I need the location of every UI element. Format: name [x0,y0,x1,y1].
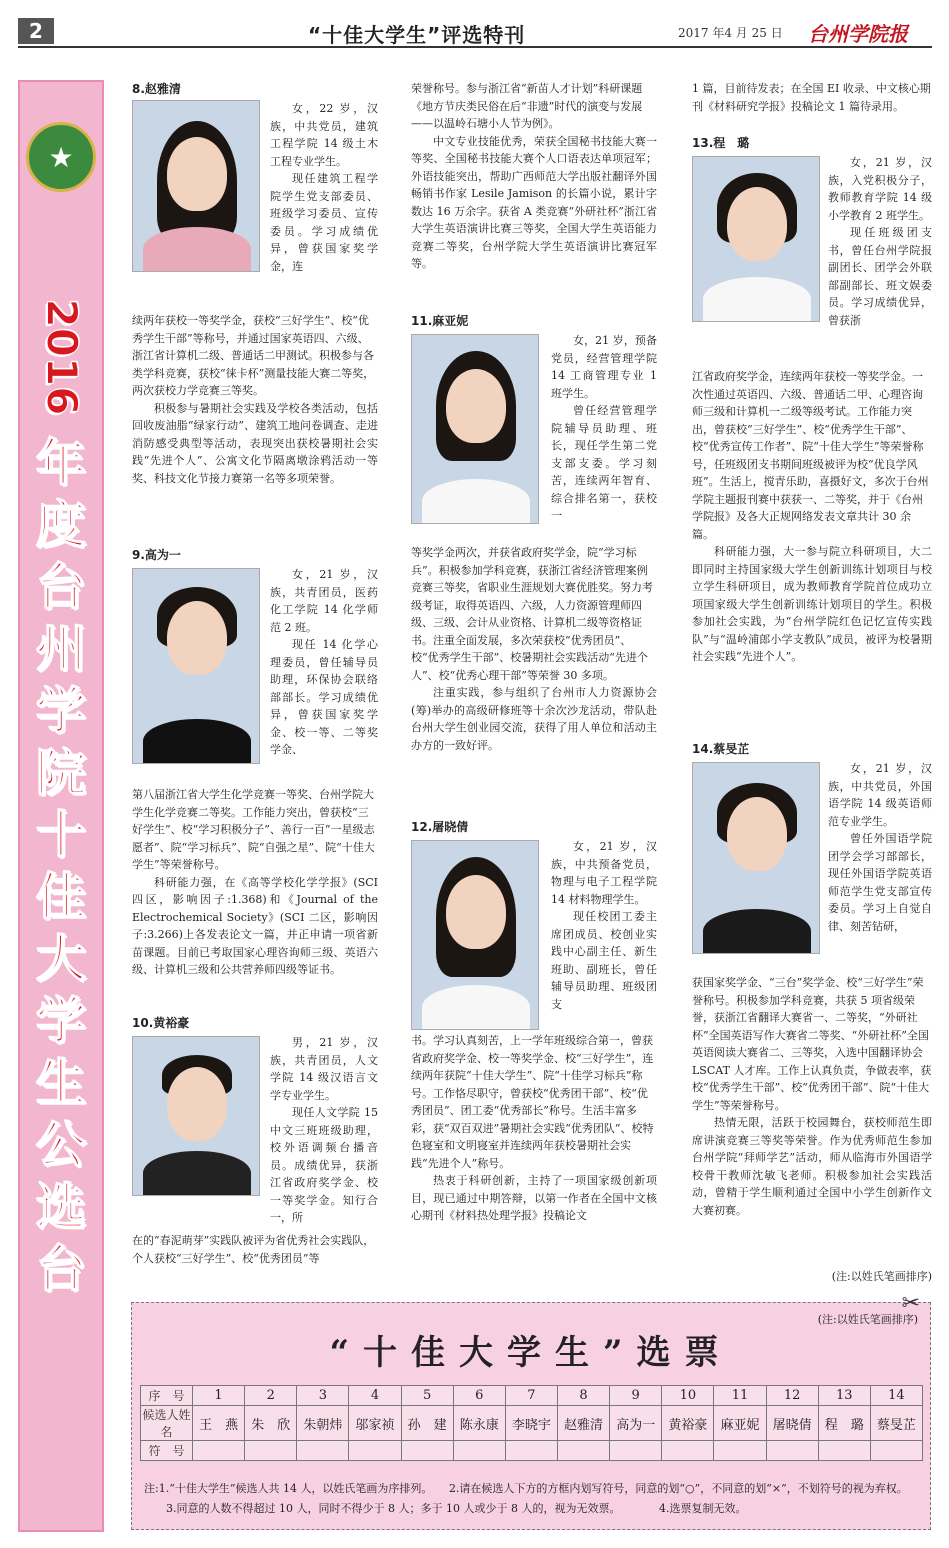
candidate-body: 第八届浙江省大学生化学竞赛一等奖、台州学院大学生化学竞赛二等奖。工作能力突出，曾获校“三好学生”、校“学习积极分子”、善行一百“一星级志愿者”、院“学习标兵”、院“自强之星”、院“十佳大学生”等荣誉称号。 科研能力强，在《高等学校化学学报》(SCI 四区，影响因子:1.368)和《Journal of the Electrochemical Society》(SCI 二区，影响因子:3.266)上各发表论文一篇，并正申请一项省新苗课题。目前已考取国家心理咨询师三级、英语六级、计算机三级和公共营养师四级等证书。 [132,788,378,976]
candidate-entry-14 [692,740,932,1217]
ballot-note-1: 注:1.“十佳大学生”候选人共 14 人，以姓氏笔画为序排列。 [144,1482,427,1495]
vertical-title-banner [18,80,104,1532]
vote-box[interactable] [401,1441,453,1461]
ballot-cell: 赵雅清 [557,1406,609,1441]
ballot-cell: 李晓宇 [505,1406,557,1441]
candidate-body: 书。学习认真刻苦，上一学年班级综合第一，曾获省政府奖学金、校一等奖学金、校“三好学生”，连续两年获院“十佳大学生”、院“十佳学习标兵”称号。工作恪尽职守，曾获校“优秀团干部”、校“优秀团员”、团工委“优秀部长”称号。生活丰富多彩，获“双百双进”暑期社会实践“优秀团队”、校特色寝室和文明寝室并连续两年获校暑期社会实践“先进个人”称号。 热衷于科研创新，主持了一项国家级创新项目，现已通过中期答辩，以第一作者在全国中文核心期刊《材料热处理学报》投稿论文 [411,1034,657,1222]
ballot-form [131,1291,931,1530]
title-char: 佳 [36,868,86,926]
title-char: 学 [36,992,86,1050]
candidate-name: 8.赵雅清 [132,82,181,96]
candidate-entry-12 [411,818,657,1222]
ballot-title: “十佳大学生”选票 [329,1333,733,1373]
title-char: 十 [36,806,86,864]
ballot-cell: 3 [297,1386,349,1406]
vote-box[interactable] [870,1441,922,1461]
ballot-notes [144,1479,924,1519]
candidate-name: 13.程 璐 [692,136,750,150]
candidate-photo [132,568,260,764]
ballot-cell: 蔡旻芷 [870,1406,922,1441]
ballot-cell: 10 [662,1386,714,1406]
vote-box[interactable] [818,1441,870,1461]
candidate-photo [132,1036,260,1196]
candidate-intro: 女，22 岁，汉族，中共党员，建筑工程学院 14 级土木工程专业学生。 现任建筑工程学院学生党支部委员、班级学习委员、宣传委员。学习成绩优异，曾获国家奖学金，连 [270,102,378,273]
candidate-body: 江省政府奖学金，连续两年获校一等奖学金。一次性通过英语四、六级、普通话二甲、心理咨询师三级和计算机一二级等级考试。工作能力突出，曾获校“三好学生”、校“优秀学生干部”、校“优秀宣传工作者”、院“十佳大学生”等荣誉称号，任班级团支书期间班级被评为校“优良学风班”。生活上，搅青乐助，喜摄好文，多次于台州学院主题报刊赛中获获一、二等奖，并于《台州学院报》及各大正规网络发表文章共计 30 余篇。 科研能力强，大一参与院立科研项目，大二即同时主持国家级大学生创新训练计划项目与校立学生科研项目，成为教师教育学院首位成功立项国家级大学生创新训练计划项目的学生。积极参加社会实践，为“台州学院红色记忆宣传实践队”与“温岭浦郎小学支教队”成员，被评为校暑期社会实践“先进个人”。 [692,370,932,663]
ballot-note-2: 2.请在候选人下方的方框内划写符号，同意的划“○”，不同意的划“×”，不划符号的视为弃权。 [448,1482,908,1495]
ballot-cell: 邬家祯 [349,1406,401,1441]
ballot-cell: 黄裕豪 [662,1406,714,1441]
candidate-photo [692,762,820,954]
vote-box[interactable] [662,1441,714,1461]
ballot-cell: 屠晓倩 [766,1406,818,1441]
title-char: 选 [36,1178,86,1236]
newspaper-name: 台州学院报 [808,22,908,46]
ballot-cell: 7 [505,1386,557,1406]
ballot-cell: 孙 建 [401,1406,453,1441]
ballot-number-row [141,1386,923,1406]
vote-box[interactable] [349,1441,401,1461]
vote-box[interactable] [557,1441,609,1461]
page-header [18,14,932,48]
row-label: 序 号 [141,1386,193,1406]
ballot-table [140,1385,923,1461]
candidate-photo [692,156,820,322]
special-issue-title: “十佳大学生”评选特刊 [308,23,526,47]
vote-box[interactable] [766,1441,818,1461]
candidate-name: 10.黄裕豪 [132,1016,190,1030]
ballot-cell: 朱朝炜 [297,1406,349,1441]
column3-continued-text: 1 篇，目前待发表；在全国 EI 收录、中文核心期刊《材料研究学报》投稿论文 1 篇待录用。 [692,82,931,113]
candidate-name: 14.蔡旻芷 [692,742,750,756]
vote-box[interactable] [193,1441,245,1461]
candidate-name: 12.屠晓倩 [411,820,469,834]
ballot-mark-row [141,1441,923,1461]
column2-continued-text: 荣誉称号。参与浙江省“新苗人才计划”科研课题《地方节庆类民俗在后“非遗”时代的演变与发展——以温岭石塘小人节为例》。 中文专业技能优秀，荣获全国秘书技能大赛一等奖、全国秘书技能大赛个人口语表达单项冠军；外语技能突出，帮助广西师范大学出版社翻译外国畅销书作家 Lesile Jamison 的长篇小说，累计字数达 16 万余字。获省 A 类竞赛“外研社杯”浙江省大学生英语演讲比赛三等奖，全国大学生英语能力竞赛二等奖，台州学院大学生英语演讲比赛冠军等。 [411,82,657,270]
vote-box[interactable] [610,1441,662,1461]
ballot-cell: 朱 欣 [245,1406,297,1441]
ballot-cell: 14 [870,1386,922,1406]
ballot-cell: 11 [714,1386,766,1406]
title-char: 台 [36,1240,86,1298]
issue-date: 2017 年4 月 25 日 [678,26,783,40]
ballot-cell: 2 [245,1386,297,1406]
candidate-body: 续两年获校一等奖学金，获校“三好学生”、校“优秀学生干部”等称号，并通过国家英语四、六级、浙江省计算机二级、普通话二甲测试。积极参与各类学科竞赛，获校“徕卡杯”测量技能大赛二等奖，两次获校力学竞赛三等奖。 积极参与暑期社会实践及学校各类活动，包括回收废油脂“绿家行动”、建筑工地问卷调查、走进消防感受典型等活动，表现突出获校暑期社会实践“先进个人”、公寓文化节隔离墩涂鸦活动一等奖、科技文化节接力赛第一名等多项荣誉。 [132,314,378,485]
sort-note: (注:以姓氏笔画排序) [831,1270,932,1283]
title-year: 2016 [37,298,86,416]
candidate-intro: 女，21 岁，汉族，中共党员，外国语学院 14 级英语师范专业学生。 曾任外国语学院团学会学习部部长，现任外国语学院英语师范学生党支部宣传委员。学习上自觉自律、刻苦钻研， [828,762,932,933]
row-label: 符 号 [141,1441,193,1461]
university-emblem-icon: ★ [26,122,96,192]
candidate-body: 获国家奖学金、“三台”奖学金、校“三好学生”荣誉称号。积极参加学科竞赛，共获 5 项省级荣誉，获浙江省翻译大赛省一、二等奖，“外研社杯”全国英语写作大赛省二等奖、“外研社杯”全国英语阅读大赛省二、三等奖，入选中国翻译协会 LSCAT 人才库。工作上认真负责，争做表率，获校“优秀学生干部”、校“优秀团干部”、院“十佳大学生”等荣誉称号。 热情无限，活跃于校园舞台，获校师范生即席讲演竞赛三等奖等荣誉。作为优秀师范生参加台州学院“拜师学艺”活动，师从临海市外国语学校骨干教师沈敏飞老师。积极参加社会实践活动，曾精于学生顺利通过全国中小学生创新作文大赛初赛。 [692,976,932,1217]
ballot-cell: 12 [766,1386,818,1406]
ballot-cell: 9 [610,1386,662,1406]
vertical-title [20,252,102,1300]
candidate-entry-11 [411,312,657,752]
title-char: 公 [36,1116,86,1174]
vote-box[interactable] [453,1441,505,1461]
ballot-cell: 程 璐 [818,1406,870,1441]
ballot-cell: 13 [818,1386,870,1406]
row-label: 候选人姓 名 [141,1406,193,1441]
title-char: 大 [36,930,86,988]
ballot-cell: 1 [193,1386,245,1406]
candidate-entry-8 [132,80,378,485]
candidate-photo [411,334,539,524]
candidate-photo [411,840,539,1030]
title-char: 生 [36,1054,86,1112]
candidate-intro: 女，21 岁，预备党员，经营管理学院 14 工商管理专业 1 班学生。 曾任经营管理学院辅导员助理、班长，现任学生第二党支部支委。学习刻苦，连续两年智育、综合排名第一，获校一 [551,334,657,522]
candidate-photo [132,100,260,272]
title-char: 学 [36,682,86,740]
candidate-body: 等奖学金两次，并获省政府奖学金，院“学习标兵”。积极参加学科竞赛，获浙江省经济管理案例竞赛三等奖，省职业生涯规划大赛优胜奖。努力考级考证，取得英语四、六级，人力资源管理师四级、三级、会计从业资格、计算机二级等资格证书。注重全面发展，多次荣获校“优秀团员”、校“优秀学生干部”、校暑期社会实践活动“先进个人”、校“优秀心理干部”等荣誉 30 多项。 注重实践，参与组织了台州市人力资源协会(筹)举办的高级研修班等十余次沙龙活动，带队赴台州大学生创业园交流，获得了用人单位和活动主办方的一致好评。 [411,546,657,752]
ballot-cell: 5 [401,1386,453,1406]
vote-box[interactable] [297,1441,349,1461]
ballot-cell: 王 燕 [193,1406,245,1441]
vote-box[interactable] [245,1441,297,1461]
candidate-intro: 女，21 岁，汉族，入党积极分子，教师教育学院 14 级小学教育 2 班学生。 现任班级团支书，曾任台州学院报副团长、团学会外联部副部长、班文娱委员。学习成绩优异，曾获浙 [828,156,932,327]
scissors-icon: ✂ [901,1291,920,1316]
ballot-cell: 8 [557,1386,609,1406]
page-number: 2 [18,18,54,44]
title-char: 台 [36,558,86,616]
ballot-cell: 高为一 [610,1406,662,1441]
title-char: 年 [36,434,86,492]
candidate-name: 11.麻亚妮 [411,314,469,328]
candidate-intro: 女，21 岁，汉族，中共预备党员，物理与电子工程学院 14 材料物理学生。 现任校团工委主席团成员、校创业实践中心副主任、新生班助、副班长，曾任辅导员助理、班级团支 [551,840,657,1011]
title-char: 州 [36,620,86,678]
ballot-note-4: 4.选票复制无效。 [658,1502,747,1515]
ballot-note-3: 3.同意的人数不得超过 10 人，同时不得少于 8 人；多于 10 人或少于 8 人的，视为无效票。 [166,1502,615,1515]
title-char: 度 [36,496,86,554]
candidate-entry-10 [132,1014,378,1265]
ballot-cell: 6 [453,1386,505,1406]
ballot-cell: 陈永康 [453,1406,505,1441]
vote-box[interactable] [714,1441,766,1461]
candidate-entry-9 [132,546,378,976]
candidate-entry-13 [692,134,932,663]
candidate-intro: 女，21 岁，汉族，共青团员，医药化工学院 14 化学师范 2 班。 现任 14 化学心理委员，曾任辅导员助理，环保协会联络部部长。学习成绩优异，曾获国家奖学金、校一等、二等奖学金、 [270,568,378,756]
candidate-intro: 男，21 岁，汉族，共青团员，人文学院 14 级汉语言文学专业学生。 现任人文学院 15 中文三班班级助理，校外语调频台播音员。成绩优异，获浙江省政府奖学金、校一等奖学金。知行合一，所 [270,1036,378,1224]
title-char: 院 [36,744,86,802]
candidate-name: 9.高为一 [132,548,181,562]
ballot-sort-note: (注:以姓氏笔画排序) [817,1313,918,1326]
ballot-name-row [141,1406,923,1441]
ballot-cell: 4 [349,1386,401,1406]
vote-box[interactable] [505,1441,557,1461]
candidate-body: 在的“春泥萌芽”实践队被评为省优秀社会实践队，个人获校“三好学生”、校“优秀团员”等 [132,1234,375,1265]
ballot-cell: 麻亚妮 [714,1406,766,1441]
